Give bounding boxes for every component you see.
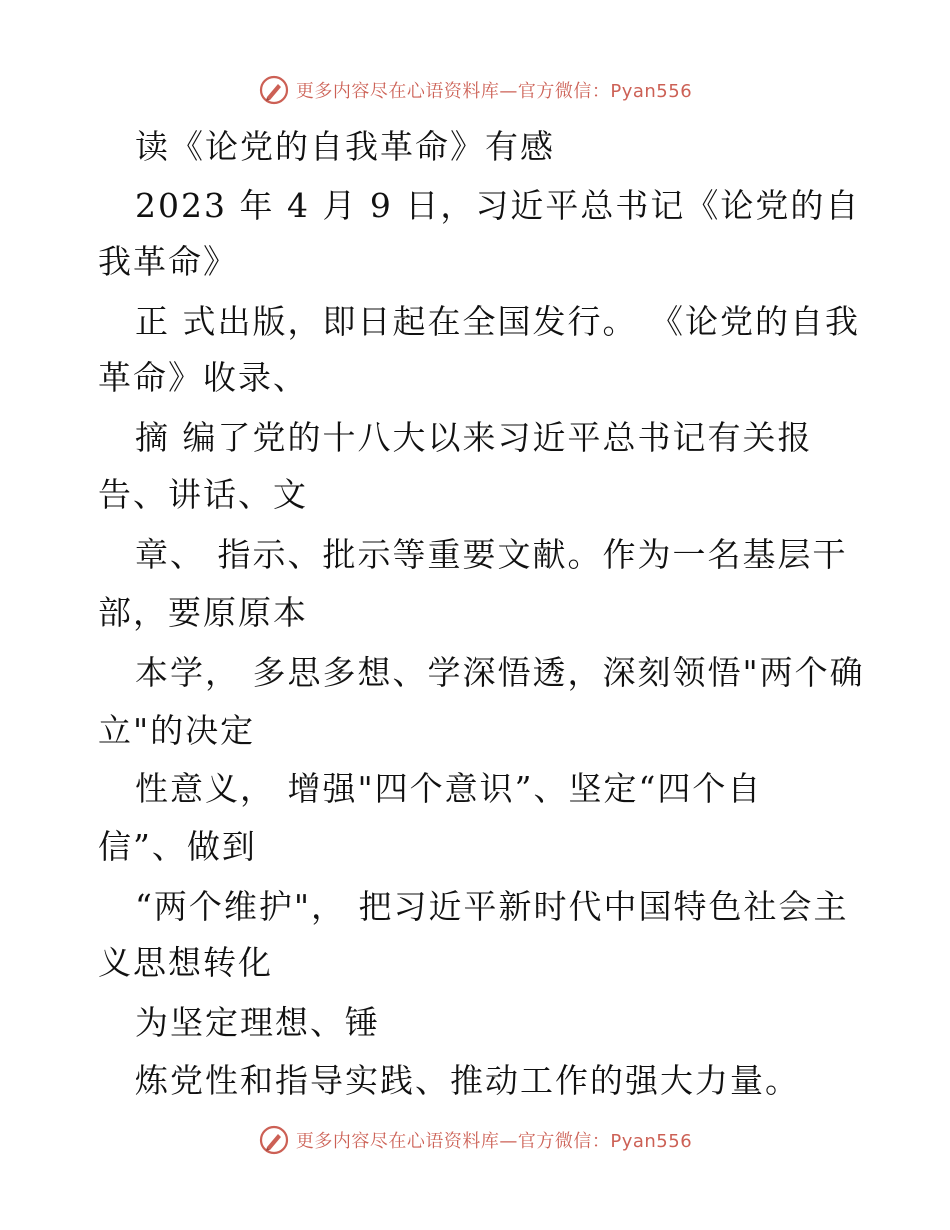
document-title: 读《论党的自我革命》有感 — [135, 127, 555, 166]
paragraph-line: 章、 指示、批示等重要文献。作为一名基层干 — [135, 535, 848, 574]
paragraph-line: “两个维护"， 把习近平新时代中国特色社会主 — [135, 887, 849, 926]
paragraph-line: 正 式出版，即日起在全国发行。 《论党的自我 — [135, 302, 860, 341]
paragraph-line: 义思想转化 — [98, 943, 273, 982]
paragraph-line: 立"的决定 — [98, 711, 256, 750]
paragraph-line: 我革命》 — [98, 242, 238, 281]
paragraph-line: 信”、做到 — [98, 827, 257, 866]
paragraph-line: 部，要原原本 — [98, 593, 308, 632]
paragraph-line: 性意义， 增强"四个意识”、坚定“四个自 — [135, 769, 763, 808]
footer-watermark — [0, 1120, 950, 1160]
watermark-text: 更多内容尽在心语资料库—官方微信：Pyan556 — [295, 1131, 693, 1152]
paragraph-line: 革命》收录、 — [98, 358, 308, 397]
paragraph-line: 炼党性和指导实践、推动工作的强大力量。 — [135, 1061, 800, 1100]
paragraph-line: 本学， 多思多想、学深悟透，深刻领悟"两个确 — [135, 653, 865, 692]
paragraph-line: 摘 编了党的十八大以来习近平总书记有关报 — [135, 418, 813, 457]
paragraph-line: 告、讲话、文 — [98, 475, 308, 514]
paragraph-line: 为坚定理想、锤 — [135, 1003, 380, 1042]
paragraph-line: 2023 年 4 月 9 日，习近平总书记《论党的自 — [135, 186, 861, 225]
watermark-text: 更多内容尽在心语资料库—官方微信：Pyan556 — [295, 81, 693, 102]
pen-logo-icon — [258, 1124, 290, 1156]
